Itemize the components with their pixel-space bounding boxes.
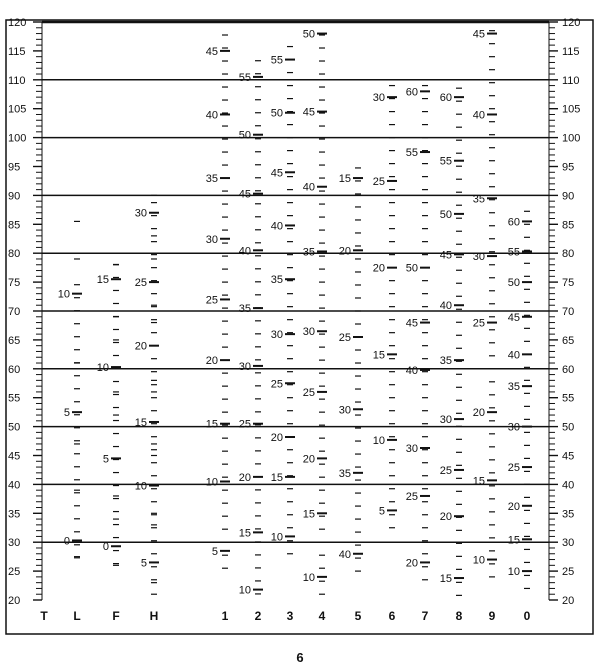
- right-axis-label: 115: [562, 45, 580, 58]
- column-tick-label: 15: [372, 349, 385, 362]
- column-tick-label: 60: [439, 92, 452, 105]
- column-label-T: T: [40, 609, 48, 623]
- column-tick-label: 20: [134, 340, 147, 353]
- left-axis-label: 120: [8, 17, 27, 29]
- right-axis-label: 25: [562, 566, 575, 579]
- column-tick-label: 35: [270, 274, 283, 287]
- column-tick-label: 20: [507, 500, 520, 513]
- column-tick-label: 45: [439, 249, 452, 262]
- column-tick-label: 5: [140, 557, 147, 570]
- column-tick-label: 25: [372, 175, 385, 188]
- left-axis-label: 95: [8, 161, 21, 174]
- column-tick-label: 15: [270, 471, 283, 484]
- left-axis-label: 115: [8, 45, 26, 58]
- column-tick-label: 20: [405, 557, 418, 570]
- column-tick-label: 30: [302, 326, 315, 339]
- column-tick-label: 10: [205, 476, 218, 489]
- column-tick-label: 55: [405, 147, 418, 160]
- left-axis-label: 105: [8, 103, 27, 116]
- column-tick-label: 20: [338, 245, 351, 258]
- column-tick-label: 40: [205, 109, 218, 122]
- column-tick-label: 20: [270, 432, 283, 445]
- column-tick-label: 5: [378, 505, 385, 518]
- column-tick-label: 55: [439, 155, 452, 168]
- right-axis-label: 70: [562, 306, 575, 318]
- column-tick-label: 30: [439, 414, 452, 427]
- column-tick-label: 10: [96, 362, 109, 375]
- column-label-2: 2: [254, 609, 262, 623]
- right-axis-label: 75: [562, 277, 575, 290]
- column-tick-label: 35: [507, 381, 520, 394]
- column-tick-label: 25: [238, 418, 251, 431]
- left-axis-label: 20: [8, 595, 21, 607]
- column-tick-label: 60: [405, 86, 418, 99]
- column-tick-label: 20: [302, 453, 315, 466]
- column-tick-label: 50: [302, 28, 315, 41]
- column-tick-label: 20: [472, 407, 485, 420]
- column-label-4: 4: [318, 609, 326, 623]
- column-tick-label: 20: [372, 262, 385, 275]
- column-tick-label: 15: [302, 508, 315, 521]
- page-number: 6: [296, 650, 304, 665]
- left-axis-label: 100: [8, 132, 27, 145]
- column-tick-label: 30: [472, 251, 485, 264]
- column-tick-label: 0: [102, 541, 109, 554]
- left-axis-label: 70: [8, 306, 21, 318]
- left-axis-label: 55: [8, 392, 21, 405]
- column-tick-label: 10: [507, 566, 520, 579]
- column-tick-label: 50: [405, 262, 418, 275]
- right-axis-label: 120: [562, 17, 581, 29]
- column-tick-label: 15: [238, 527, 251, 540]
- column-tick-label: 30: [372, 92, 385, 105]
- right-axis-label: 60: [562, 363, 575, 376]
- column-label-8: 8: [455, 609, 463, 623]
- left-axis-label: 25: [8, 566, 21, 579]
- column-tick-label: 45: [270, 167, 283, 180]
- column-tick-label: 40: [439, 300, 452, 313]
- column-tick-label: 35: [439, 355, 452, 368]
- column-tick-label: 45: [507, 311, 520, 324]
- column-tick-label: 35: [472, 193, 485, 206]
- left-axis-label: 40: [8, 479, 21, 492]
- column-tick-label: 55: [507, 246, 520, 259]
- right-axis-label: 95: [562, 161, 575, 174]
- column-tick-label: 40: [507, 349, 520, 362]
- column-tick-label: 10: [302, 571, 315, 584]
- right-axis-label: 30: [562, 537, 575, 550]
- column-tick-label: 25: [472, 317, 485, 330]
- column-tick-label: 0: [63, 535, 70, 548]
- right-axis-label: 35: [562, 508, 575, 521]
- right-axis-label: 55: [562, 392, 575, 405]
- column-tick-label: 30: [238, 360, 251, 373]
- column-tick-label: 35: [205, 173, 218, 186]
- column-tick-label: 20: [439, 511, 452, 524]
- left-axis-label: 75: [8, 277, 21, 290]
- column-tick-label: 25: [302, 386, 315, 399]
- column-tick-label: 15: [205, 418, 218, 431]
- column-tick-label: 40: [270, 220, 283, 233]
- column-tick-label: 35: [338, 467, 351, 480]
- column-tick-label: 30: [205, 233, 218, 246]
- column-tick-label: 25: [507, 462, 520, 475]
- column-tick-label: 30: [134, 207, 147, 220]
- column-tick-label: 35: [302, 246, 315, 259]
- column-tick-label: 15: [134, 416, 147, 429]
- column-label-7: 7: [421, 609, 429, 623]
- column-label-9: 9: [488, 609, 496, 623]
- column-tick-label: 45: [405, 317, 418, 330]
- left-axis-label: 45: [8, 450, 21, 463]
- column-tick-label: 50: [238, 129, 251, 142]
- column-tick-label: 25: [205, 294, 218, 307]
- column-tick-label: 45: [205, 45, 218, 58]
- column-tick-label: 40: [302, 181, 315, 194]
- left-axis-label: 65: [8, 334, 21, 347]
- column-tick-label: 10: [238, 584, 251, 597]
- column-tick-label: 30: [507, 421, 520, 434]
- right-axis-label: 100: [562, 132, 581, 145]
- right-axis-label: 20: [562, 595, 575, 607]
- column-label-H: H: [149, 609, 159, 623]
- right-axis-label: 110: [562, 74, 580, 87]
- column-tick-label: 30: [270, 329, 283, 342]
- column-tick-label: 50: [507, 277, 520, 290]
- column-tick-label: 25: [439, 464, 452, 477]
- column-tick-label: 10: [134, 480, 147, 493]
- column-tick-label: 5: [102, 453, 109, 466]
- column-tick-label: 25: [405, 490, 418, 503]
- left-axis-label: 50: [8, 421, 21, 434]
- column-label-6: 6: [388, 609, 396, 623]
- column-label-5: 5: [354, 609, 362, 623]
- column-label-3: 3: [286, 609, 294, 623]
- column-label-L: L: [73, 609, 81, 623]
- column-tick-label: 15: [472, 475, 485, 488]
- right-axis-label: 105: [562, 103, 581, 116]
- column-tick-label: 25: [270, 378, 283, 391]
- column-tick-label: 55: [270, 54, 283, 67]
- left-axis-label: 30: [8, 537, 21, 550]
- right-axis-label: 90: [562, 190, 575, 203]
- column-tick-label: 10: [372, 434, 385, 447]
- column-tick-label: 15: [338, 173, 351, 186]
- column-tick-label: 45: [472, 28, 485, 41]
- column-tick-label: 10: [57, 288, 70, 301]
- column-tick-label: 15: [507, 534, 520, 547]
- column-tick-label: 60: [507, 216, 520, 229]
- column-tick-label: 10: [472, 554, 485, 567]
- column-tick-label: 10: [270, 531, 283, 544]
- right-axis-label: 85: [562, 219, 575, 232]
- column-tick-label: 30: [338, 404, 351, 417]
- column-label-1: 1: [221, 609, 229, 623]
- column-tick-label: 50: [270, 107, 283, 120]
- column-tick-label: 25: [134, 277, 147, 290]
- column-label-0: 0: [523, 609, 531, 623]
- column-tick-label: 45: [302, 106, 315, 119]
- column-tick-label: 35: [238, 303, 251, 316]
- column-tick-label: 25: [338, 332, 351, 345]
- right-axis-label: 50: [562, 421, 575, 434]
- left-axis-label: 90: [8, 190, 21, 203]
- column-tick-label: 30: [405, 442, 418, 455]
- right-axis-label: 80: [562, 248, 575, 261]
- column-tick-label: 40: [338, 548, 351, 561]
- column-label-F: F: [112, 609, 120, 623]
- left-axis-label: 60: [8, 363, 21, 376]
- column-tick-label: 5: [63, 407, 70, 420]
- column-tick-label: 55: [238, 71, 251, 84]
- column-tick-label: 40: [238, 245, 251, 258]
- column-tick-label: 15: [439, 573, 452, 586]
- column-tick-label: 5: [211, 545, 218, 558]
- column-tick-label: 40: [472, 109, 485, 122]
- left-axis-label: 35: [8, 508, 21, 521]
- left-axis-label: 85: [8, 219, 21, 232]
- column-tick-label: 45: [238, 188, 251, 201]
- right-axis-label: 45: [562, 450, 575, 463]
- column-tick-label: 40: [405, 364, 418, 377]
- column-tick-label: 20: [238, 471, 251, 484]
- right-axis-label: 40: [562, 479, 575, 492]
- column-tick-label: 20: [205, 355, 218, 368]
- left-axis-label: 80: [8, 248, 21, 261]
- left-axis-label: 110: [8, 74, 26, 87]
- column-tick-label: 15: [96, 274, 109, 287]
- column-tick-label: 50: [439, 208, 452, 221]
- right-axis-label: 65: [562, 334, 575, 347]
